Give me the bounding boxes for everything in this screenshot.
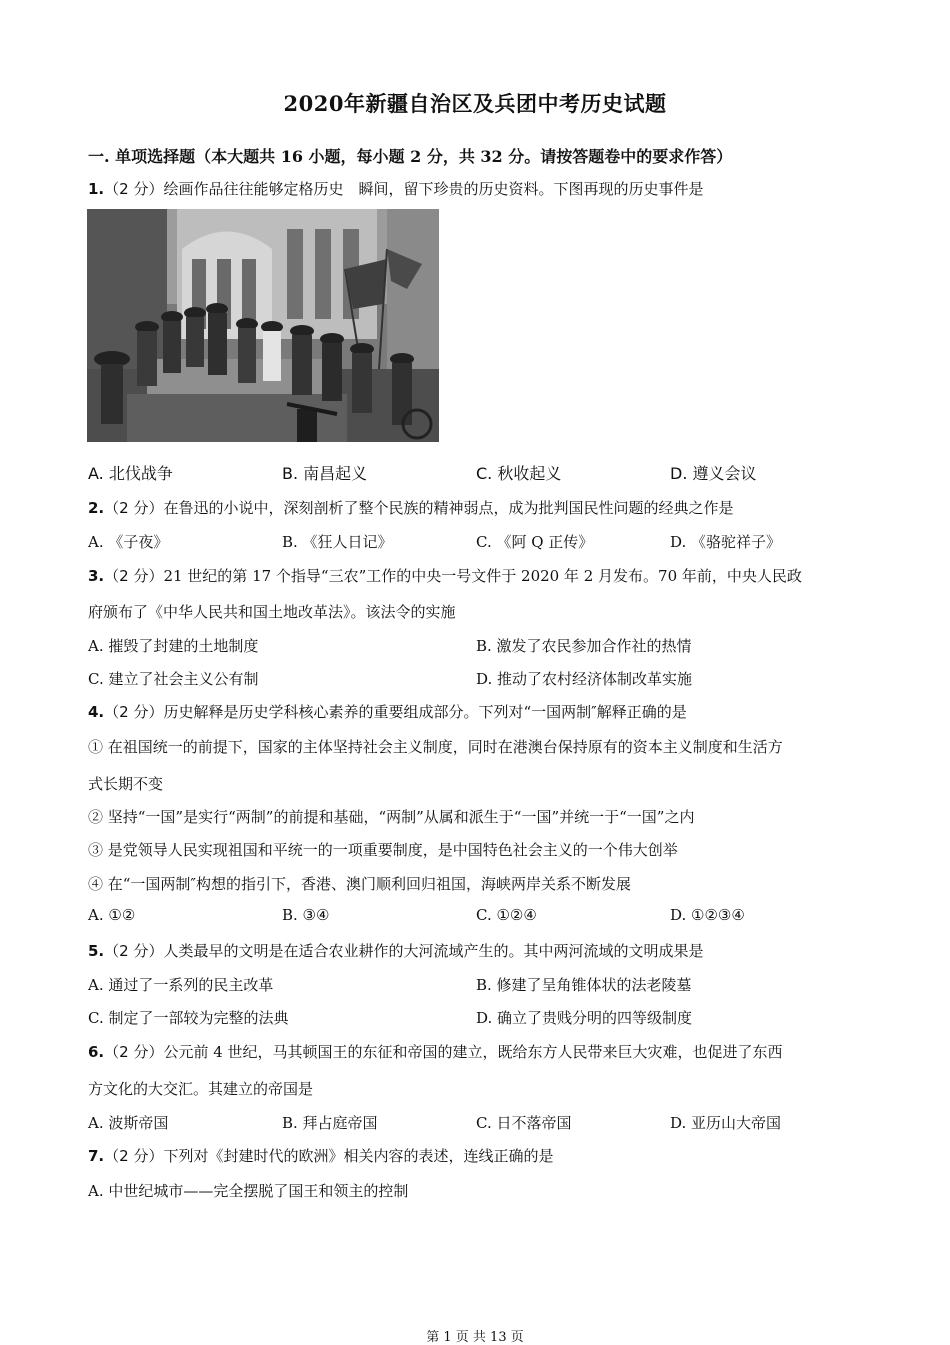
question-4-option-a: A. ①② — [88, 906, 136, 924]
question-points: （2 分） — [104, 567, 164, 585]
question-4-option-c: C. ①②④ — [476, 906, 537, 924]
question-5-stem — [88, 940, 703, 961]
question-number: 1. — [88, 180, 105, 198]
question-5-option-a: A. 通过了一系列的民主改革 — [88, 976, 274, 994]
historical-painting-image — [87, 209, 439, 442]
question-points: （2 分） — [104, 942, 164, 960]
question-number: 6. — [88, 1043, 105, 1061]
question-number: 4. — [88, 703, 105, 721]
question-points: （2 分） — [104, 703, 164, 721]
question-number: 2. — [88, 499, 105, 517]
question-4-option-b: B. ③④ — [282, 906, 330, 924]
question-7-stem — [88, 1145, 553, 1166]
section-heading: 一. 单项选择题（本大题共 16 小题，每小题 2 分，共 32 分。请按答题卷中的要求作答） — [88, 147, 733, 166]
question-text: 绘画作品往往能够定格历史 瞬间，留下珍贵的历史资料。下图再现的历史事件是 — [163, 180, 704, 198]
question-text: 21 世纪的第 17 个指导“三农”工作的中央一号文件于 2020 年 2 月发布。70 年前，中央人民政 — [163, 567, 802, 585]
question-4-statement-4: ④ 在“一国两制″构想的指引下，香港、澳门顺利回归祖国，海峡两岸关系不断发展 — [88, 875, 632, 893]
question-points: （2 分） — [104, 1043, 164, 1061]
question-3-stem-cont: 府颁布了《中华人民共和国土地改革法》。该法令的实施 — [88, 603, 456, 621]
page-footer: 第 1 页 共 13 页 — [426, 1330, 524, 1345]
question-2-option-d: D. 《骆驼祥子》 — [670, 533, 782, 551]
question-number: 7. — [88, 1147, 105, 1165]
question-4-statement-3: ③ 是党领导人民实现祖国和平统一的一项重要制度，是中国特色社会主义的一个伟大创举 — [88, 841, 678, 859]
question-4-stem — [88, 701, 687, 722]
question-5-option-c: C. 制定了一部较为完整的法典 — [88, 1009, 289, 1027]
question-4-option-d: D. ①②③④ — [670, 906, 745, 924]
question-3-option-a: A. 摧毁了封建的土地制度 — [88, 637, 259, 655]
question-2-option-b: B. 《狂人日记》 — [282, 533, 393, 551]
question-6-option-c: C. 日不落帝国 — [476, 1114, 572, 1132]
question-6-option-a: A. 波斯帝国 — [88, 1114, 169, 1132]
question-1-option-c: C. 秋收起义 — [476, 464, 562, 483]
question-6-option-b: B. 拜占庭帝国 — [282, 1114, 378, 1132]
question-6-stem-cont: 方文化的大交汇。其建立的帝国是 — [88, 1080, 314, 1098]
question-1-option-d: D. 遵义会议 — [670, 464, 757, 483]
question-text: 下列对《封建时代的欧洲》相关内容的表述，连线正确的是 — [163, 1147, 554, 1165]
question-2-option-c: C. 《阿 Q 正传》 — [476, 533, 594, 551]
question-number: 5. — [88, 942, 105, 960]
question-2-option-a: A. 《子夜》 — [88, 533, 169, 551]
question-text: 历史解释是历史学科核心素养的重要组成部分。下列对“一国两制″解释正确的是 — [163, 703, 687, 721]
question-3-stem — [88, 565, 802, 586]
question-number: 3. — [88, 567, 105, 585]
page-title: 2020年新疆自治区及兵团中考历史试题 — [283, 91, 667, 116]
question-points: （2 分） — [104, 1147, 164, 1165]
question-4-statement-1-cont: 式长期不变 — [88, 775, 164, 793]
question-4-statement-2: ② 坚持“一国”是实行“两制”的前提和基础，“两制”从属和派生于“一国”并统一于“一国”之内 — [88, 808, 695, 826]
question-text: 在鲁迅的小说中，深刻剖析了整个民族的精神弱点，成为批判国民性问题的经典之作是 — [163, 499, 734, 517]
question-text: 人类最早的文明是在适合农业耕作的大河流域产生的。其中两河流域的文明成果是 — [163, 942, 704, 960]
question-text: 公元前 4 世纪，马其顿国王的东征和帝国的建立，既给东方人民带来巨大灾难，也促进了东西 — [163, 1043, 783, 1061]
question-3-option-b: B. 激发了农民参加合作社的热情 — [476, 637, 692, 655]
question-7-option-a: A. 中世纪城市——完全摆脱了国王和领主的控制 — [88, 1182, 409, 1200]
question-6-stem — [88, 1041, 783, 1062]
question-points: （2 分） — [104, 499, 164, 517]
question-3-option-d: D. 推动了农村经济体制改革实施 — [476, 670, 693, 688]
question-1-stem — [88, 178, 703, 199]
question-5-option-d: D. 确立了贵贱分明的四等级制度 — [476, 1009, 693, 1027]
question-3-option-c: C. 建立了社会主义公有制 — [88, 670, 259, 688]
question-2-stem — [88, 497, 733, 518]
question-4-statement-1: ① 在祖国统一的前提下，国家的主体坚持社会主义制度，同时在港澳台保持原有的资本主义制度和生活方 — [88, 738, 783, 756]
question-1-option-a: A. 北伐战争 — [88, 464, 173, 483]
question-points: （2 分） — [104, 180, 164, 198]
question-5-option-b: B. 修建了呈角锥体状的法老陵墓 — [476, 976, 692, 994]
question-1-option-b: B. 南昌起义 — [282, 464, 368, 483]
question-6-option-d: D. 亚历山大帝国 — [670, 1114, 782, 1132]
